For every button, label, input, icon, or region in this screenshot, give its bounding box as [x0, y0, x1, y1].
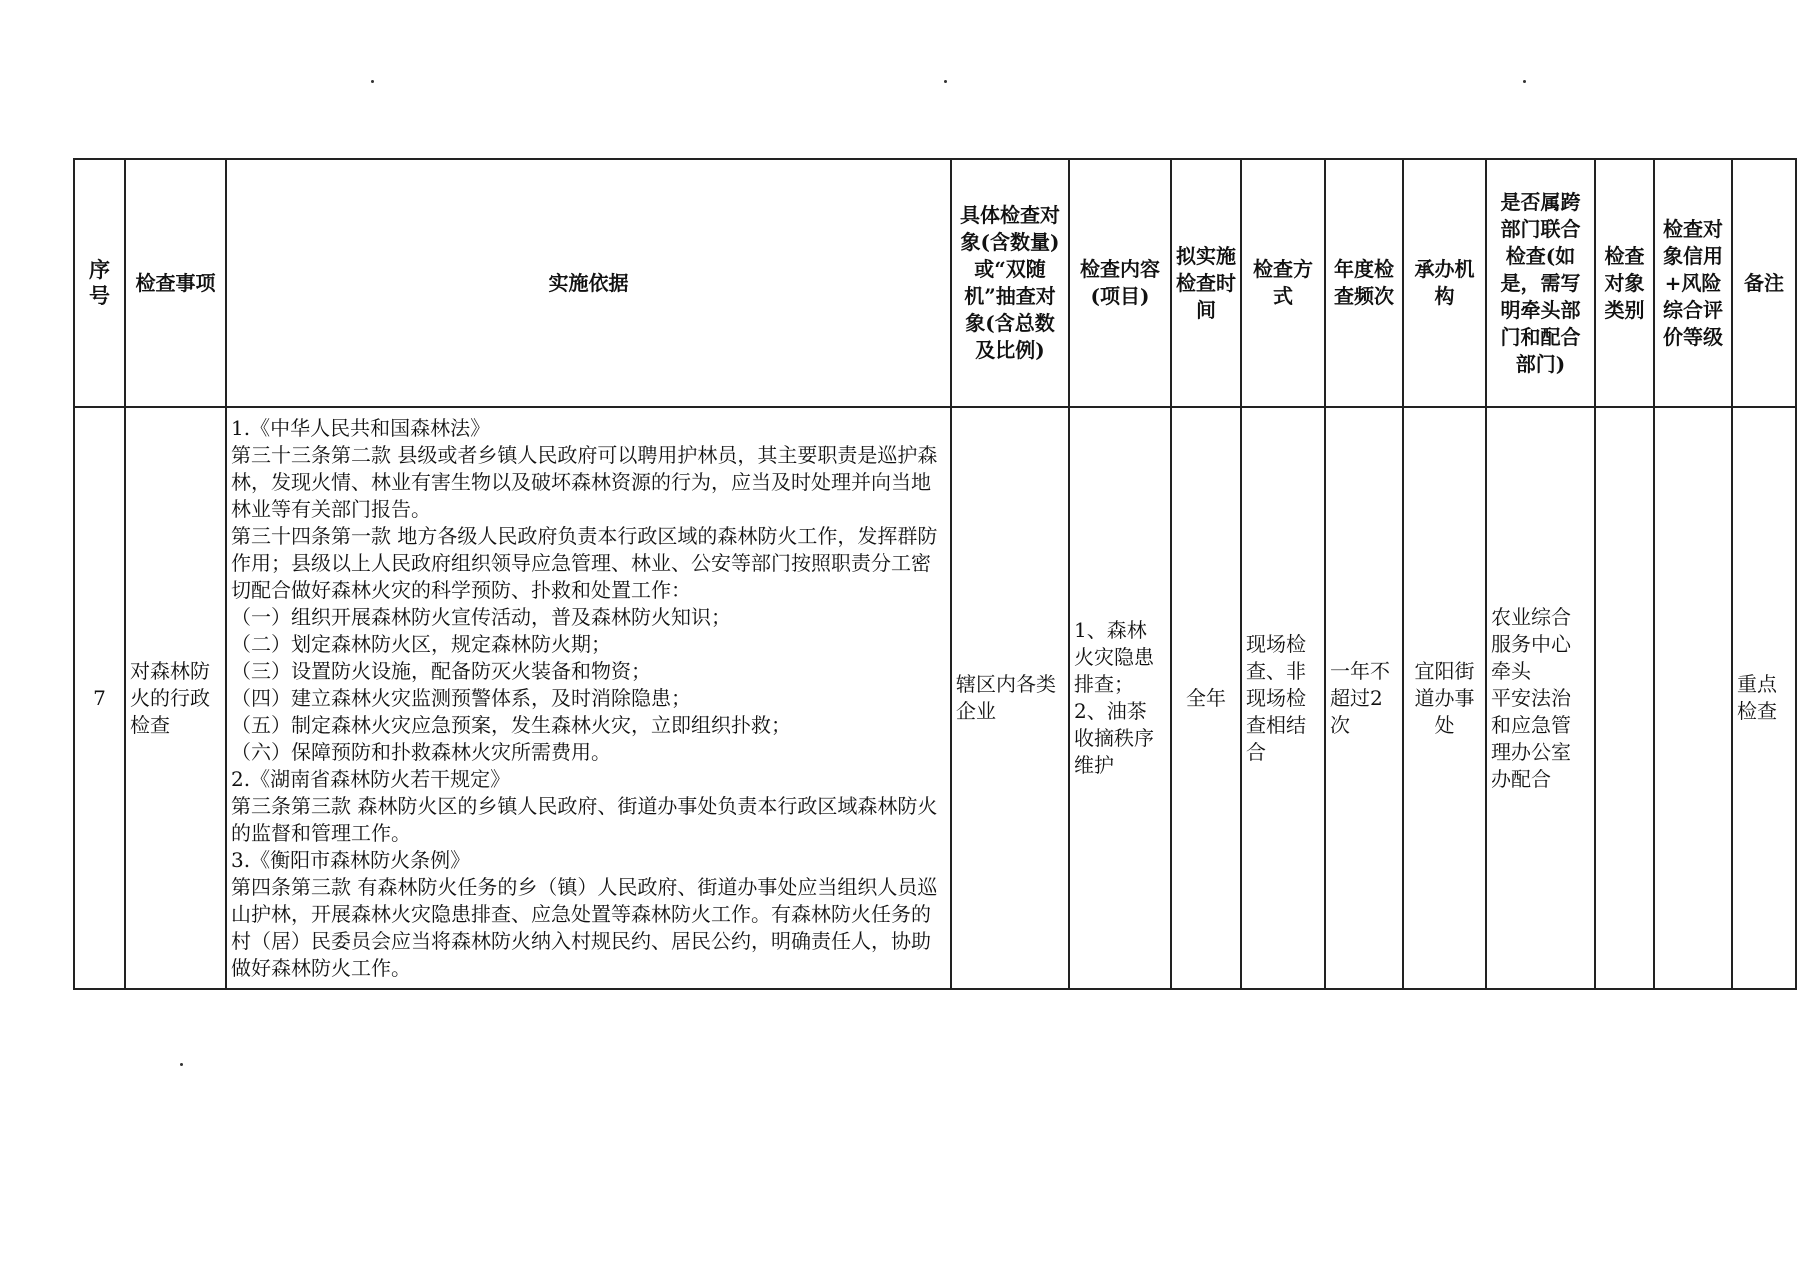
header-item: 检查事项	[125, 159, 226, 407]
basis-line: 第四条第三款 有森林防火任务的乡（镇）人民政府、街道办事处应当组织人员巡山护林，开展森林火灾隐患排查、应急处置等森林防火工作。有森林防火任务的村（居）民委员会应当将森林防火纳入村规民约、居民公约，明确责任人，协助做好森林防火工作。	[231, 874, 938, 980]
header-content: 检查内容(项目)	[1069, 159, 1171, 407]
cell-freq: 一年不超过2次	[1325, 407, 1403, 989]
table-row	[74, 407, 1796, 989]
header-credit: 检查对象信用+风险综合评价等级	[1654, 159, 1732, 407]
basis-line: 第三十三条第二款 县级或者乡镇人民政府可以聘用护林员，其主要职责是巡护森林，发现火情、林业有害生物以及破坏森林资源的行为，应当及时处理并向当地林业等有关部门报告。	[231, 442, 938, 521]
inspection-table	[73, 158, 1797, 990]
cell-object: 辖区内各类企业	[951, 407, 1069, 989]
header-method: 检查方式	[1241, 159, 1325, 407]
cell-remark: 重点检查	[1732, 407, 1796, 989]
cell-cross: 农业综合服务中心牵头 平安法治和应急管理办公室办配合	[1486, 407, 1595, 989]
header-remark: 备注	[1732, 159, 1796, 407]
cell-item: 对森林防火的行政检查	[125, 407, 226, 989]
header-basis: 实施依据	[226, 159, 951, 407]
header-seq: 序号	[74, 159, 125, 407]
cell-basis	[226, 407, 951, 989]
cell-seq: 7	[74, 407, 125, 989]
header-cross: 是否属跨部门联合检查(如是，需写明牵头部门和配合部门)	[1486, 159, 1595, 407]
cell-time: 全年	[1171, 407, 1241, 989]
scan-speck	[180, 1063, 183, 1066]
header-org: 承办机构	[1403, 159, 1486, 407]
basis-line: （一）组织开展森林防火宣传活动，普及森林防火知识；	[231, 604, 731, 629]
basis-line: 第三十四条第一款 地方各级人民政府负责本行政区域的森林防火工作，发挥群防作用；县级以上人民政府组织领导应急管理、林业、公安等部门按照职责分工密切配合做好森林火灾的科学预防、扑救和处置工作：	[231, 523, 938, 602]
header-freq: 年度检查频次	[1325, 159, 1403, 407]
header-category: 检查对象类别	[1595, 159, 1654, 407]
basis-line: 2.《湖南省森林防火若干规定》	[231, 766, 511, 791]
cell-credit	[1654, 407, 1732, 989]
basis-line: （二）划定森林防火区，规定森林防火期；	[231, 631, 611, 656]
header-object: 具体检查对象(含数量)或“双随机”抽查对象(含总数及比例)	[951, 159, 1069, 407]
scan-speck	[944, 80, 947, 83]
basis-line: （四）建立森林火灾监测预警体系，及时消除隐患；	[231, 685, 691, 710]
cell-org: 宜阳街道办事处	[1403, 407, 1486, 989]
scan-speck	[1523, 80, 1526, 83]
basis-line: （五）制定森林火灾应急预案，发生森林火灾，立即组织扑救；	[231, 712, 791, 737]
scan-speck	[371, 80, 374, 83]
cell-content: 1、森林火灾隐患排查； 2、油茶收摘秩序维护	[1069, 407, 1171, 989]
basis-line: 3.《衡阳市森林防火条例》	[231, 847, 471, 872]
cell-method: 现场检查、非现场检查相结合	[1241, 407, 1325, 989]
cell-category	[1595, 407, 1654, 989]
basis-line: 1.《中华人民共和国森林法》	[231, 415, 491, 440]
header-time: 拟实施检查时间	[1171, 159, 1241, 407]
basis-line: （三）设置防火设施，配备防灭火装备和物资；	[231, 658, 651, 683]
basis-line: （六）保障预防和扑救森林火灾所需费用。	[231, 739, 611, 764]
header-row	[74, 159, 1796, 407]
basis-line: 第三条第三款 森林防火区的乡镇人民政府、街道办事处负责本行政区域森林防火的监督和管理工作。	[231, 793, 938, 845]
